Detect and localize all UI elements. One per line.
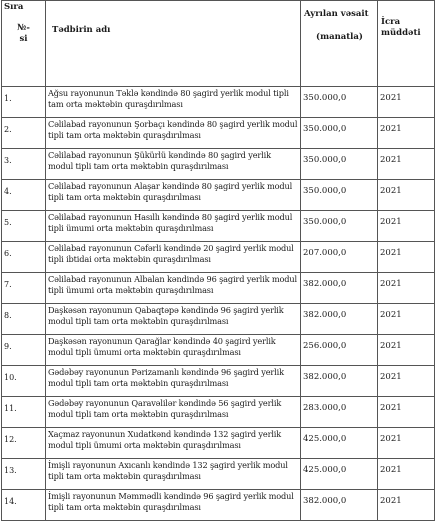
row-year: 2021 — [378, 149, 435, 180]
row-number: 9. — [2, 335, 46, 366]
row-amount: 425.000,0 — [301, 459, 378, 490]
row-number: 8. — [2, 304, 46, 335]
row-year: 2021 — [378, 459, 435, 490]
row-amount: 350.000,0 — [301, 180, 378, 211]
row-amount: 256.000,0 — [301, 335, 378, 366]
row-year: 2021 — [378, 490, 435, 521]
row-amount: 207.000,0 — [301, 242, 378, 273]
row-year: 2021 — [378, 87, 435, 118]
row-description: Cəlilabad rayonunun Cəfərli kəndində 20 şagird yerlik modul tipli ibtidai orta məktəbin quraşdırılması — [46, 242, 301, 273]
row-number: 1. — [2, 87, 46, 118]
row-amount: 350.000,0 — [301, 87, 378, 118]
row-year: 2021 — [378, 242, 435, 273]
row-amount: 350.000,0 — [301, 211, 378, 242]
header-icra — [378, 1, 435, 87]
row-description: Cəlilabad rayonunun Albalan kəndində 96 şagird yerlik modul tipli ümumi orta məktəbin quraşdırılması — [46, 273, 301, 304]
row-amount: 382.000,0 — [301, 366, 378, 397]
header-icra-line2: müddəti — [381, 28, 421, 38]
table-header-row — [2, 1, 435, 87]
row-number: 4. — [2, 180, 46, 211]
header-vesait-label: Ayrılan vəsait — [304, 9, 369, 19]
row-description: Cəlilabad rayonunun Hasıllı kəndində 80 şagird yerlik modul tipli ümumi orta məktəbin quraşdırılması — [46, 211, 301, 242]
table-row — [2, 118, 435, 149]
row-year: 2021 — [378, 366, 435, 397]
row-number: 3. — [2, 149, 46, 180]
row-year: 2021 — [378, 397, 435, 428]
row-number: 7. — [2, 273, 46, 304]
table-row — [2, 87, 435, 118]
table-row — [2, 459, 435, 490]
row-description: Daşkəsən rayonunun Qarağlar kəndində 40 şagird yerlik modul tipli ümumi orta məktəbin quraşdırılması — [46, 335, 301, 366]
header-vesait-unit: (manatla) — [316, 32, 363, 42]
header-sira-line3: si — [19, 34, 28, 44]
header-sira-line1: Sıra — [4, 2, 24, 12]
row-number: 2. — [2, 118, 46, 149]
row-amount: 350.000,0 — [301, 149, 378, 180]
row-number: 10. — [2, 366, 46, 397]
row-description: Cəlilabad rayonunun Şükürlü kəndində 80 şagird yerlik modul tipli tam orta məktəbin quraşdırılması — [46, 149, 301, 180]
table-row — [2, 366, 435, 397]
row-amount: 425.000,0 — [301, 428, 378, 459]
table-row — [2, 211, 435, 242]
schools-table — [1, 0, 435, 521]
table-row — [2, 242, 435, 273]
header-icra-line1: İcra — [381, 17, 401, 27]
header-vesait — [301, 1, 378, 87]
row-amount: 283.000,0 — [301, 397, 378, 428]
row-amount: 350.000,0 — [301, 118, 378, 149]
row-number: 6. — [2, 242, 46, 273]
table-row — [2, 304, 435, 335]
row-year: 2021 — [378, 335, 435, 366]
row-year: 2021 — [378, 180, 435, 211]
row-description: İmişli rayonunun Axıcanlı kəndində 132 şagird yerlik modul tipli tam orta məktəbin quraşdırılması — [46, 459, 301, 490]
row-year: 2021 — [378, 211, 435, 242]
table-row — [2, 335, 435, 366]
row-year: 2021 — [378, 273, 435, 304]
table-row — [2, 180, 435, 211]
table-row — [2, 273, 435, 304]
row-year: 2021 — [378, 304, 435, 335]
row-number: 14. — [2, 490, 46, 521]
row-description: Cəlilabad rayonunun Alaşar kəndində 80 şagird yerlik modul tipli tam orta məktəbin quraşdırılması — [46, 180, 301, 211]
table-row — [2, 490, 435, 521]
row-amount: 382.000,0 — [301, 490, 378, 521]
row-description: Gədəbəy rayonunun Pərizamanlı kəndində 96 şagird yerlik modul tipli tam orta məktəbin quraşdırılması — [46, 366, 301, 397]
row-amount: 382.000,0 — [301, 273, 378, 304]
table-row — [2, 149, 435, 180]
header-sira-line2: №- — [17, 23, 30, 33]
row-description: İmişli rayonunun Məmmədli kəndində 96 şagird yerlik modul tipli tam orta məktəbin quraşdırılması — [46, 490, 301, 521]
header-tedbir: Tədbirin adı — [46, 1, 301, 87]
row-number: 5. — [2, 211, 46, 242]
row-number: 13. — [2, 459, 46, 490]
header-sira — [2, 1, 46, 87]
row-year: 2021 — [378, 118, 435, 149]
row-description: Daşkəsən rayonunun Qabaqtəpə kəndində 96 şagird yerlik modul tipli tam orta məktəbin quraşdırılması — [46, 304, 301, 335]
row-year: 2021 — [378, 428, 435, 459]
row-description: Ağsu rayonunun Təklə kəndində 80 şagird yerlik modul tipli tam orta məktəbin quraşdırılması — [46, 87, 301, 118]
table-row — [2, 397, 435, 428]
row-description: Cəlilabad rayonunun Şorbaçı kəndində 80 şagird yerlik modul tipli tam orta məktəbin quraşdırılması — [46, 118, 301, 149]
row-number: 12. — [2, 428, 46, 459]
row-amount: 382.000,0 — [301, 304, 378, 335]
row-number: 11. — [2, 397, 46, 428]
table-row — [2, 428, 435, 459]
row-description: Xaçmaz rayonunun Xudatkənd kəndində 132 şagird yerlik modul tipli ümumi orta məktəbin quraşdırılması — [46, 428, 301, 459]
row-description: Gədəbəy rayonunun Qaravəlilər kəndində 56 şagird yerlik modul tipli tam orta məktəbin quraşdırılması — [46, 397, 301, 428]
